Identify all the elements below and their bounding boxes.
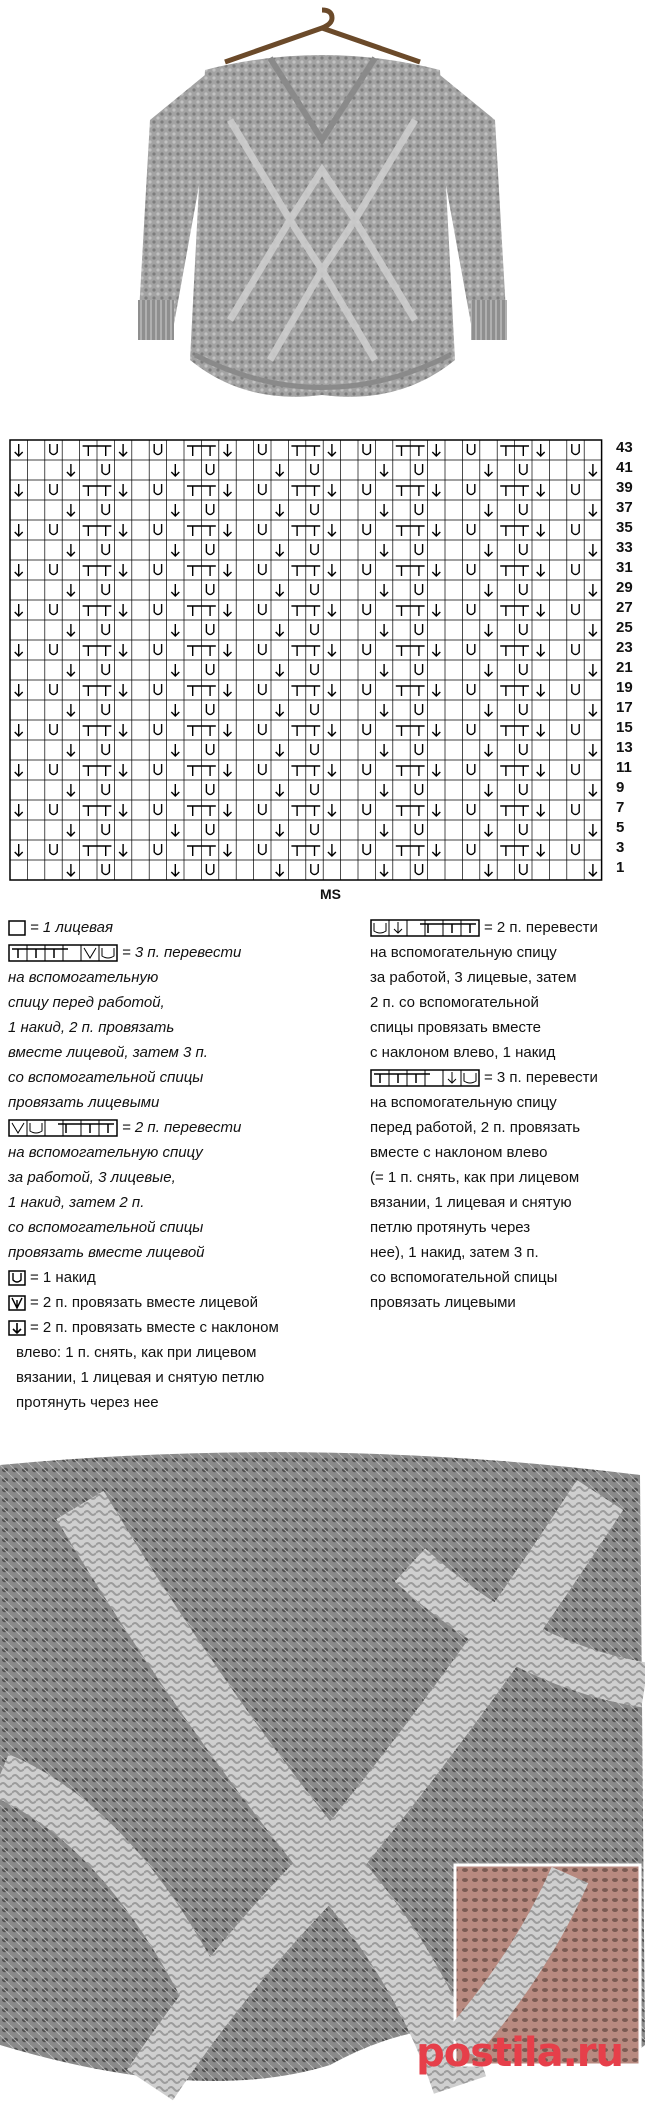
watermark: postila.ru [416,2030,623,2076]
knit-symbol-icon [8,920,26,936]
row-number: 25 [616,619,633,636]
legend-left [8,915,333,1415]
legend-cable2-front: = 2 п. перевести на вспомогательную спицу за работой, 3 лицевые, 1 накид, затем 2 п. со вспомогательной спицы провязать вместе лицевой [8,1119,242,1261]
row-number: 7 [616,799,625,816]
row-number: 35 [616,519,633,536]
cable-symbol-icon [8,1119,118,1137]
row-number: 21 [616,659,633,676]
row-number: 3 [616,839,625,856]
row-number: 19 [616,679,633,696]
cable-symbol-icon [370,1069,480,1087]
legend-k2tog: = 2 п. провязать вместе лицевой [8,1290,333,1315]
row-number: 43 [616,439,633,456]
row-number: 29 [616,579,633,596]
knit-closeup-photo [0,1445,645,2101]
row-number: 17 [616,699,633,716]
row-number: 39 [616,479,633,496]
legend-cable3-front-ssk: = 3 п. перевести на вспомогательную спицу перед работой, 2 п. провязать вместе с наклоном влево (= 1 п. снять, как при лицевом вязании, 1 лицевая и снятую петлю протянуть через нее), 1 накид, затем 3 п. со вспомогательной спицы провязать лицевыми [370,1069,598,1311]
ssk-icon [8,1320,26,1336]
chart-grid [8,438,608,908]
hanger-icon [225,10,420,62]
yarn-over-icon [8,1270,26,1286]
legend-right [370,915,640,1315]
row-number: 13 [616,739,633,756]
row-number: 37 [616,499,633,516]
legend-cable2-back-ssk: = 2 п. перевести на вспомогательную спицу за работой, 3 лицевые, затем 2 п. со вспомогательной спицы провязать вместе с наклоном влево, 1 накид [370,919,598,1061]
legend-cable3-back: = 3 п. перевести на вспомогательную спицу перед работой, 1 накид, 2 п. провязать вместе лицевой, затем 3 п. со вспомогательной спицы провязать лицевыми [8,944,242,1111]
cable-symbol-icon [370,919,480,937]
legend-yarn-over: = 1 накид [8,1265,333,1290]
row-number: 41 [616,459,633,476]
row-number: 9 [616,779,625,796]
sweater-photo [0,0,645,420]
row-number: 27 [616,599,633,616]
row-number: 15 [616,719,633,736]
legend-knit: = 1 лицевая [8,915,333,940]
row-number: 5 [616,819,625,836]
knitting-chart [8,438,638,908]
cable-symbol-icon [8,944,118,962]
row-number: 11 [616,759,632,776]
chart-footer-label: MS [320,886,341,902]
legend-ssk: = 2 п. провязать вместе с наклоном влево: 1 п. снять, как при лицевом вязании, 1 лицевая и снятую петлю протянуть через нее [8,1315,333,1415]
row-number: 33 [616,539,633,556]
k2tog-icon [8,1295,26,1311]
row-number: 23 [616,639,633,656]
row-number: 31 [616,559,633,576]
row-number: 1 [616,859,625,876]
